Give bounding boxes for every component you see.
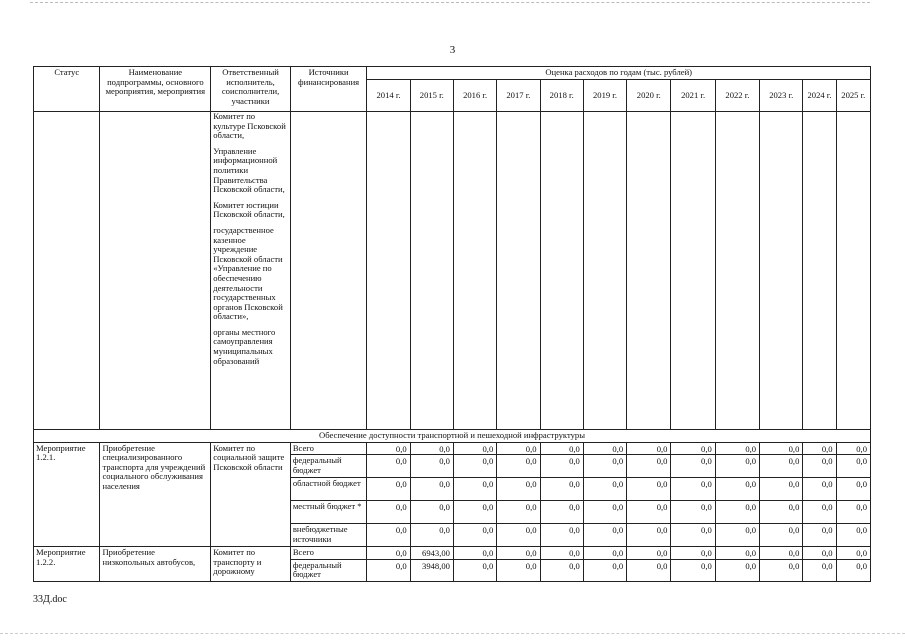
year-header: 2024 г. (803, 80, 836, 112)
page-number: 3 (449, 44, 456, 56)
value-cell: 0,0 (583, 547, 626, 560)
value-cell: 0,0 (803, 442, 836, 455)
value-cell: 0,0 (540, 547, 583, 560)
value-cell: 0,0 (583, 524, 626, 547)
value-cell: 0,0 (760, 455, 803, 478)
header-executor: Ответственный исполнитель, соисполнители, участники (211, 67, 291, 112)
continued-row (34, 112, 871, 430)
year-header: 2019 г. (583, 80, 626, 112)
value-cell: 0,0 (836, 442, 870, 455)
value-cell: 0,0 (497, 455, 540, 478)
value-cell: 0,0 (583, 442, 626, 455)
value-cell: 0,0 (453, 455, 496, 478)
executor-entry: Управление информационной политики Правительства Псковской области, (213, 145, 285, 195)
value-cell: 0,0 (540, 559, 583, 581)
expense-table (33, 66, 871, 582)
value-cell: 0,0 (367, 442, 410, 455)
value-cell: 0,0 (836, 524, 870, 547)
value-cell: 0,0 (497, 442, 540, 455)
value-cell: 0,0 (367, 559, 410, 581)
measure-row (34, 442, 871, 455)
value-cell: 0,0 (540, 501, 583, 524)
value-cell: 0,0 (367, 524, 410, 547)
value-cell: 0,0 (540, 442, 583, 455)
value-cell: 0,0 (760, 501, 803, 524)
header-name: Наименование подпрограммы, основного мероприятия, мероприятия (100, 67, 211, 112)
measure-executor: Комитет по социальной защите Псковской области (211, 442, 291, 547)
year-header: 2018 г. (540, 80, 583, 112)
value-cell: 0,0 (803, 501, 836, 524)
value-cell: 0,0 (671, 501, 715, 524)
value-cell: 0,0 (367, 455, 410, 478)
measure-name: Приобретение низкопольных автобусов, (100, 547, 211, 582)
header-sources: Источники финансирования (290, 67, 367, 112)
value-cell: 0,0 (671, 559, 715, 581)
executor-entry: Комитет юстиции Псковской области, (213, 199, 285, 220)
table-body (34, 112, 871, 582)
value-cell: 0,0 (760, 478, 803, 501)
scan-edge-top (30, 2, 870, 3)
value-cell: 0,0 (760, 559, 803, 581)
header-status: Статус (34, 67, 100, 112)
measure-status: Мероприятие 1.2.1. (34, 442, 100, 547)
year-header: 2020 г. (627, 80, 671, 112)
value-cell: 0,0 (410, 524, 453, 547)
year-header: 2023 г. (760, 80, 803, 112)
value-cell: 0,0 (583, 455, 626, 478)
value-cell: 0,0 (803, 524, 836, 547)
value-cell: 0,0 (367, 501, 410, 524)
section-row (34, 430, 871, 443)
value-cell: 0,0 (540, 455, 583, 478)
value-cell: 0,0 (803, 547, 836, 560)
value-cell: 0,0 (497, 559, 540, 581)
value-cell: 0,0 (715, 524, 759, 547)
measure-status: Мероприятие 1.2.2. (34, 547, 100, 582)
year-header: 2022 г. (715, 80, 759, 112)
executor-entry: государственное казенное учреждение Псковской области «Управление по обеспечению деятельности государственных органов Псковской области», (213, 224, 283, 322)
source-label: областной бюджет (290, 478, 367, 501)
value-cell: 0,0 (836, 559, 870, 581)
value-cell: 0,0 (627, 455, 671, 478)
executor-entry: органы местного самоуправления муниципальных образований (213, 326, 276, 366)
value-cell: 0,0 (671, 442, 715, 455)
value-cell: 0,0 (715, 559, 759, 581)
value-cell: 0,0 (627, 524, 671, 547)
value-cell: 0,0 (715, 501, 759, 524)
value-cell: 0,0 (583, 478, 626, 501)
value-cell: 0,0 (453, 501, 496, 524)
table-header (34, 67, 871, 112)
value-cell: 0,0 (803, 455, 836, 478)
source-label: местный бюджет * (290, 501, 367, 524)
value-cell: 6943,00 (410, 547, 453, 560)
value-cell: 0,0 (410, 455, 453, 478)
value-cell: 0,0 (627, 559, 671, 581)
measure-name: Приобретение специализированного транспорта для учреждений социального обслуживания населения (100, 442, 211, 547)
value-cell: 0,0 (715, 547, 759, 560)
year-header: 2025 г. (836, 80, 870, 112)
value-cell: 0,0 (410, 478, 453, 501)
value-cell: 0,0 (583, 559, 626, 581)
value-cell: 0,0 (715, 478, 759, 501)
value-cell: 0,0 (367, 547, 410, 560)
value-cell: 0,0 (497, 547, 540, 560)
value-cell: 0,0 (497, 524, 540, 547)
value-cell: 0,0 (453, 524, 496, 547)
value-cell: 0,0 (453, 442, 496, 455)
measure-row (34, 547, 871, 560)
year-header: 2014 г. (367, 80, 410, 112)
year-header: 2021 г. (671, 80, 715, 112)
value-cell: 0,0 (627, 478, 671, 501)
value-cell: 0,0 (453, 559, 496, 581)
file-name-footer: 33Д.doc (33, 594, 67, 605)
header-estimate: Оценка расходов по годам (тыс. рублей) (367, 67, 871, 80)
value-cell: 0,0 (540, 524, 583, 547)
measure-executor: Комитет по транспорту и дорожному (211, 547, 291, 582)
value-cell: 0,0 (453, 547, 496, 560)
source-label: федеральный бюджет (290, 559, 367, 581)
value-cell: 0,0 (367, 478, 410, 501)
value-cell: 3948,00 (410, 559, 453, 581)
value-cell: 0,0 (671, 547, 715, 560)
value-cell: 0,0 (627, 547, 671, 560)
value-cell: 0,0 (410, 442, 453, 455)
value-cell: 0,0 (803, 478, 836, 501)
value-cell: 0,0 (671, 524, 715, 547)
value-cell: 0,0 (836, 478, 870, 501)
value-cell: 0,0 (583, 501, 626, 524)
value-cell: 0,0 (760, 524, 803, 547)
value-cell: 0,0 (671, 478, 715, 501)
value-cell: 0,0 (540, 478, 583, 501)
source-label: Всего (290, 547, 367, 560)
value-cell: 0,0 (410, 501, 453, 524)
value-cell: 0,0 (497, 478, 540, 501)
value-cell: 0,0 (497, 501, 540, 524)
value-cell: 0,0 (715, 442, 759, 455)
value-cell: 0,0 (627, 501, 671, 524)
value-cell: 0,0 (836, 547, 870, 560)
section-title: Обеспечение доступности транспортной и пешеходной инфраструктуры (34, 430, 871, 443)
source-label: федеральный бюджет (290, 455, 367, 478)
continued-status-cell (34, 112, 100, 430)
value-cell: 0,0 (760, 547, 803, 560)
year-header: 2016 г. (453, 80, 496, 112)
continued-source-cell (290, 112, 367, 430)
executor-entry: Комитет по культуре Псковской области, (213, 111, 286, 141)
value-cell: 0,0 (836, 501, 870, 524)
source-label: Всего (290, 442, 367, 455)
continued-name-cell (100, 112, 211, 430)
value-cell: 0,0 (453, 478, 496, 501)
value-cell: 0,0 (760, 442, 803, 455)
year-header: 2017 г. (497, 80, 540, 112)
source-label: внебюджетные источники (290, 524, 367, 547)
continued-executors-cell (211, 112, 291, 430)
value-cell: 0,0 (671, 455, 715, 478)
scan-edge-bottom (0, 633, 905, 634)
year-header: 2015 г. (410, 80, 453, 112)
value-cell: 0,0 (715, 455, 759, 478)
value-cell: 0,0 (836, 455, 870, 478)
value-cell: 0,0 (803, 559, 836, 581)
value-cell: 0,0 (627, 442, 671, 455)
